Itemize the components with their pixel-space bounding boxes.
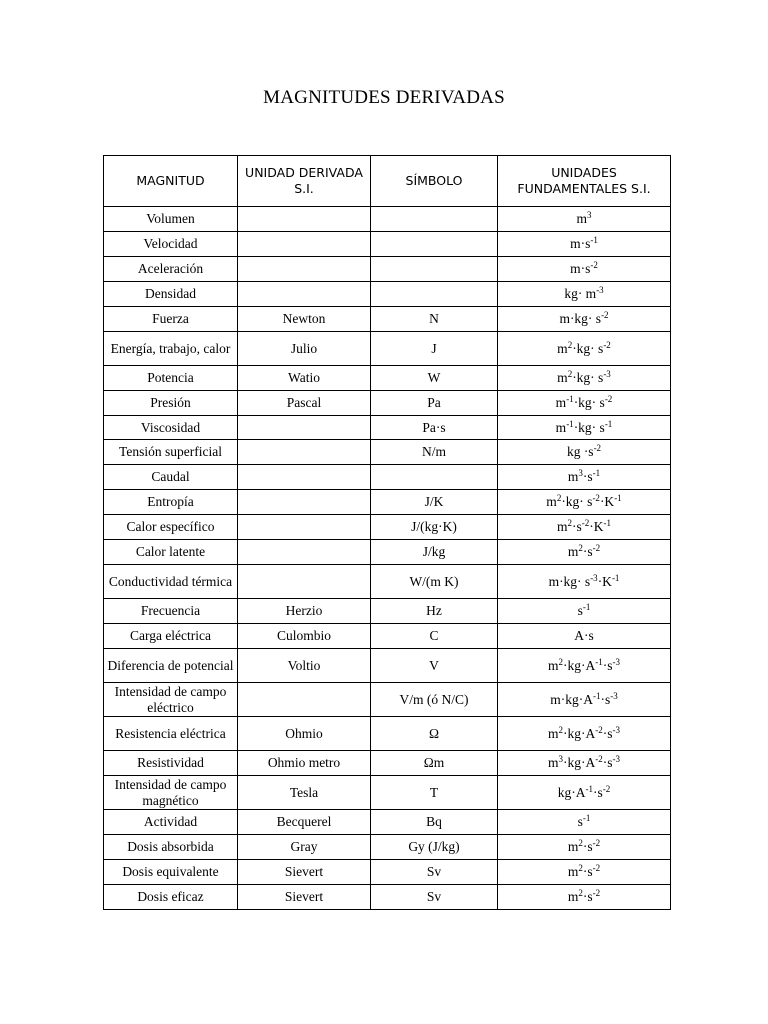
unit-base: m xyxy=(546,494,557,509)
unit-exponent: -2 xyxy=(595,754,603,764)
table-row xyxy=(104,717,671,751)
cell-simbolo xyxy=(371,257,498,282)
cell-simbolo: N xyxy=(371,307,498,332)
unit-exponent: 2 xyxy=(567,369,573,379)
header-unidades-fundamentales: UNIDADES FUNDAMENTALES S.I. xyxy=(498,156,671,207)
unit-base: m xyxy=(567,544,579,559)
cell-magnitud: Dosis eficaz xyxy=(104,885,238,910)
unit-base: kg·A xyxy=(557,784,586,800)
unit-base: ·kg· s xyxy=(572,370,604,385)
cell-magnitud: Velocidad xyxy=(104,232,238,257)
cell-simbolo: Sv xyxy=(371,885,498,910)
unit-base: ·s xyxy=(582,544,593,559)
unit-base: ·K xyxy=(597,573,612,589)
cell-magnitud: Resistividad xyxy=(104,751,238,776)
unit-exponent: -2 xyxy=(593,443,602,453)
cell-magnitud: Conductividad térmica xyxy=(104,565,238,599)
unit-base: s xyxy=(577,814,583,829)
cell-unidades-fundamentales xyxy=(498,860,671,885)
table-row xyxy=(104,885,671,910)
unit-exponent: -3 xyxy=(612,754,620,764)
cell-unidad xyxy=(238,282,371,307)
unit-exponent: -2 xyxy=(604,394,613,404)
cell-magnitud: Calor específico xyxy=(104,515,238,540)
unit-base: ·s xyxy=(602,755,613,770)
cell-unidades-fundamentales xyxy=(498,465,671,490)
unit-base: ·s xyxy=(593,784,603,800)
unit-exponent: -1 xyxy=(582,602,591,612)
unit-base: ·s xyxy=(582,889,593,904)
cell-unidades-fundamentales xyxy=(498,649,671,683)
unit-exponent: -2 xyxy=(592,493,600,503)
unit-exponent: -1 xyxy=(592,468,601,478)
cell-unidades-fundamentales xyxy=(498,683,671,717)
unit-exponent: 2 xyxy=(558,656,563,667)
unit-exponent: -2 xyxy=(602,783,611,794)
unit-exponent: 2 xyxy=(556,493,562,503)
cell-simbolo: Gy (J/kg) xyxy=(371,835,498,860)
unit-exponent: -2 xyxy=(603,339,611,350)
unit-exponent: -2 xyxy=(590,260,598,270)
unit-exponent: -1 xyxy=(611,572,620,583)
unit-exponent: -3 xyxy=(612,656,620,667)
cell-simbolo xyxy=(371,207,498,232)
header-unidad-derivada: UNIDAD DERIVADA S.I. xyxy=(238,156,371,207)
unit-exponent: -1 xyxy=(585,783,593,794)
cell-magnitud: Fuerza xyxy=(104,307,238,332)
unit-exponent: 2 xyxy=(558,724,563,735)
unit-base: ·kg·A xyxy=(563,725,596,741)
unit-base: m xyxy=(557,370,568,385)
table-row xyxy=(104,207,671,232)
unit-exponent: -2 xyxy=(592,543,601,553)
cell-unidad: Ohmio xyxy=(238,717,371,751)
unit-base: ·kg· s xyxy=(573,395,605,410)
unit-base: ·s xyxy=(582,469,593,484)
cell-simbolo: V xyxy=(371,649,498,683)
unit-base: m xyxy=(547,657,559,673)
unit-base: m xyxy=(567,864,579,879)
cell-unidades-fundamentales xyxy=(498,490,671,515)
unit-base: m xyxy=(567,839,579,854)
table-row xyxy=(104,391,671,416)
cell-simbolo: C xyxy=(371,624,498,649)
unit-base: ·K xyxy=(599,494,615,509)
table-row xyxy=(104,440,671,465)
cell-simbolo: Ωm xyxy=(371,751,498,776)
unit-base: m xyxy=(557,340,568,356)
cell-simbolo xyxy=(371,232,498,257)
unit-exponent: -2 xyxy=(592,863,601,873)
cell-magnitud: Dosis equivalente xyxy=(104,860,238,885)
cell-unidad: Culombio xyxy=(238,624,371,649)
cell-magnitud: Entropía xyxy=(104,490,238,515)
cell-unidad: Herzio xyxy=(238,599,371,624)
cell-magnitud: Diferencia de potencial xyxy=(104,649,238,683)
cell-unidades-fundamentales xyxy=(498,810,671,835)
table-row xyxy=(104,257,671,282)
unit-exponent: -2 xyxy=(592,838,601,848)
cell-magnitud: Caudal xyxy=(104,465,238,490)
unit-exponent: -2 xyxy=(592,888,601,898)
unit-base: m xyxy=(555,419,567,435)
unit-base: ·s xyxy=(602,657,613,673)
header-simbolo: SÍMBOLO xyxy=(371,156,498,207)
cell-unidades-fundamentales xyxy=(498,565,671,599)
unit-base: m xyxy=(547,755,559,770)
table-row xyxy=(104,835,671,860)
cell-magnitud: Aceleración xyxy=(104,257,238,282)
unit-exponent: 2 xyxy=(567,339,573,350)
cell-unidades-fundamentales xyxy=(498,366,671,391)
unit-base: m·s xyxy=(570,261,591,276)
cell-unidad: Tesla xyxy=(238,776,371,810)
cell-magnitud: Resistencia eléctrica xyxy=(104,717,238,751)
unit-exponent: -3 xyxy=(590,572,598,583)
cell-unidad: Newton xyxy=(238,307,371,332)
table-row xyxy=(104,683,671,717)
table-row xyxy=(104,490,671,515)
cell-unidad: Voltio xyxy=(238,649,371,683)
unit-exponent: 3 xyxy=(578,468,583,478)
cell-unidad: Julio xyxy=(238,332,371,366)
unit-base: s xyxy=(577,603,583,618)
unit-exponent: -2 xyxy=(601,310,609,320)
cell-unidad xyxy=(238,490,371,515)
cell-unidades-fundamentales xyxy=(498,515,671,540)
cell-unidades-fundamentales xyxy=(498,307,671,332)
cell-simbolo: J/kg xyxy=(371,540,498,565)
unit-exponent: -1 xyxy=(582,813,591,823)
unit-base: A·s xyxy=(574,628,594,643)
cell-unidades-fundamentales xyxy=(498,282,671,307)
table-row xyxy=(104,565,671,599)
unit-base: m xyxy=(556,519,568,534)
cell-magnitud: Calor latente xyxy=(104,540,238,565)
header-magnitud: MAGNITUD xyxy=(104,156,238,207)
cell-magnitud: Volumen xyxy=(104,207,238,232)
cell-magnitud: Intensidad de campo magnético xyxy=(104,776,238,810)
unit-base: m·kg· s xyxy=(559,311,602,326)
table-row xyxy=(104,232,671,257)
unit-base: m xyxy=(567,889,579,904)
unit-exponent: -1 xyxy=(590,235,598,245)
unit-base: m·kg· s xyxy=(548,573,591,589)
table-row xyxy=(104,540,671,565)
cell-unidad: Watio xyxy=(238,366,371,391)
table-row xyxy=(104,599,671,624)
cell-unidad xyxy=(238,440,371,465)
cell-unidades-fundamentales xyxy=(498,751,671,776)
cell-unidades-fundamentales xyxy=(498,717,671,751)
unit-exponent: -1 xyxy=(566,394,574,404)
unit-base: kg ·s xyxy=(566,444,594,459)
cell-unidad: Becquerel xyxy=(238,810,371,835)
cell-unidades-fundamentales xyxy=(498,207,671,232)
cell-magnitud: Carga eléctrica xyxy=(104,624,238,649)
table-row xyxy=(104,416,671,440)
unit-exponent: 2 xyxy=(578,543,583,553)
cell-magnitud: Actividad xyxy=(104,810,238,835)
unit-exponent: 2 xyxy=(578,888,583,898)
header-row xyxy=(104,156,671,207)
cell-magnitud: Potencia xyxy=(104,366,238,391)
cell-unidades-fundamentales xyxy=(498,257,671,282)
cell-unidades-fundamentales xyxy=(498,835,671,860)
table-row xyxy=(104,282,671,307)
unit-base: ·s xyxy=(582,839,593,854)
unit-base: ·kg· s xyxy=(572,340,604,356)
cell-simbolo: Ω xyxy=(371,717,498,751)
unit-exponent: 2 xyxy=(578,863,583,873)
unit-exponent: -1 xyxy=(603,518,611,528)
cell-unidades-fundamentales xyxy=(498,776,671,810)
cell-unidad xyxy=(238,540,371,565)
cell-unidades-fundamentales xyxy=(498,599,671,624)
unit-exponent: -3 xyxy=(603,369,611,379)
cell-unidad xyxy=(238,207,371,232)
table-row xyxy=(104,776,671,810)
table-row xyxy=(104,465,671,490)
cell-simbolo: Hz xyxy=(371,599,498,624)
cell-simbolo: V/m (ó N/C) xyxy=(371,683,498,717)
unit-base: ·s xyxy=(582,864,593,879)
unit-exponent: -3 xyxy=(612,724,620,735)
table-body xyxy=(104,207,671,910)
cell-simbolo: N/m xyxy=(371,440,498,465)
unit-exponent: -3 xyxy=(596,285,604,295)
unit-base: ·kg·A xyxy=(563,657,596,673)
cell-simbolo: Pa xyxy=(371,391,498,416)
cell-unidades-fundamentales xyxy=(498,332,671,366)
unit-exponent: -1 xyxy=(604,418,613,429)
table-row xyxy=(104,810,671,835)
table-row xyxy=(104,366,671,391)
cell-simbolo: J xyxy=(371,332,498,366)
cell-magnitud: Intensidad de campo eléctrico xyxy=(104,683,238,717)
unit-base: kg· m xyxy=(564,286,597,301)
unit-exponent: -2 xyxy=(595,724,603,735)
cell-unidad: Pascal xyxy=(238,391,371,416)
cell-unidades-fundamentales xyxy=(498,232,671,257)
unit-base: m xyxy=(576,211,587,226)
unit-base: m·s xyxy=(570,236,591,251)
cell-magnitud: Presión xyxy=(104,391,238,416)
cell-unidad xyxy=(238,683,371,717)
cell-simbolo: Pa·s xyxy=(371,416,498,440)
cell-simbolo: Bq xyxy=(371,810,498,835)
unit-base: m xyxy=(547,725,559,741)
cell-unidad: Sievert xyxy=(238,860,371,885)
cell-simbolo xyxy=(371,282,498,307)
unit-exponent: 2 xyxy=(567,518,572,528)
cell-magnitud: Dosis absorbida xyxy=(104,835,238,860)
cell-unidades-fundamentales xyxy=(498,416,671,440)
page-title: MAGNITUDES DERIVADAS xyxy=(263,87,505,108)
cell-unidad xyxy=(238,565,371,599)
cell-magnitud: Tensión superficial xyxy=(104,440,238,465)
cell-simbolo: Sv xyxy=(371,860,498,885)
cell-magnitud: Densidad xyxy=(104,282,238,307)
unit-exponent: -1 xyxy=(595,656,603,667)
cell-unidades-fundamentales xyxy=(498,540,671,565)
unit-exponent: -2 xyxy=(581,518,590,528)
cell-unidad xyxy=(238,416,371,440)
unit-base: ·s xyxy=(572,519,582,534)
unit-base: ·kg· s xyxy=(573,419,605,435)
cell-simbolo: J/K xyxy=(371,490,498,515)
unit-base: ·s xyxy=(600,691,611,707)
cell-magnitud: Viscosidad xyxy=(104,416,238,440)
unit-base: ·kg· s xyxy=(561,494,593,509)
unit-base: m xyxy=(567,469,579,484)
table-row xyxy=(104,332,671,366)
cell-unidad xyxy=(238,232,371,257)
table-row xyxy=(104,515,671,540)
table-row xyxy=(104,751,671,776)
table-row xyxy=(104,624,671,649)
table-row xyxy=(104,649,671,683)
cell-unidad xyxy=(238,257,371,282)
cell-magnitud: Energía, trabajo, calor xyxy=(104,332,238,366)
derived-magnitudes-table xyxy=(103,155,671,910)
cell-magnitud: Frecuencia xyxy=(104,599,238,624)
cell-simbolo: T xyxy=(371,776,498,810)
unit-exponent: -3 xyxy=(610,690,618,701)
cell-simbolo: W/(m K) xyxy=(371,565,498,599)
unit-base: ·K xyxy=(589,519,604,534)
unit-exponent: 3 xyxy=(587,210,592,220)
unit-base: m xyxy=(555,395,567,410)
unit-exponent: -1 xyxy=(566,418,574,429)
cell-unidades-fundamentales xyxy=(498,440,671,465)
cell-simbolo xyxy=(371,465,498,490)
cell-unidad xyxy=(238,515,371,540)
table-row xyxy=(104,307,671,332)
unit-base: ·kg·A xyxy=(563,755,596,770)
cell-unidades-fundamentales xyxy=(498,624,671,649)
unit-base: m·kg·A xyxy=(550,691,593,707)
cell-unidades-fundamentales xyxy=(498,391,671,416)
cell-unidades-fundamentales xyxy=(498,885,671,910)
unit-base: ·s xyxy=(602,725,613,741)
unit-exponent: -1 xyxy=(593,690,601,701)
cell-simbolo: W xyxy=(371,366,498,391)
cell-simbolo: J/(kg·K) xyxy=(371,515,498,540)
cell-unidad: Sievert xyxy=(238,885,371,910)
table-row xyxy=(104,860,671,885)
cell-unidad: Ohmio metro xyxy=(238,751,371,776)
unit-exponent: -1 xyxy=(614,493,622,503)
cell-unidad xyxy=(238,465,371,490)
unit-exponent: 2 xyxy=(578,838,583,848)
cell-unidad: Gray xyxy=(238,835,371,860)
unit-exponent: 3 xyxy=(558,754,563,764)
